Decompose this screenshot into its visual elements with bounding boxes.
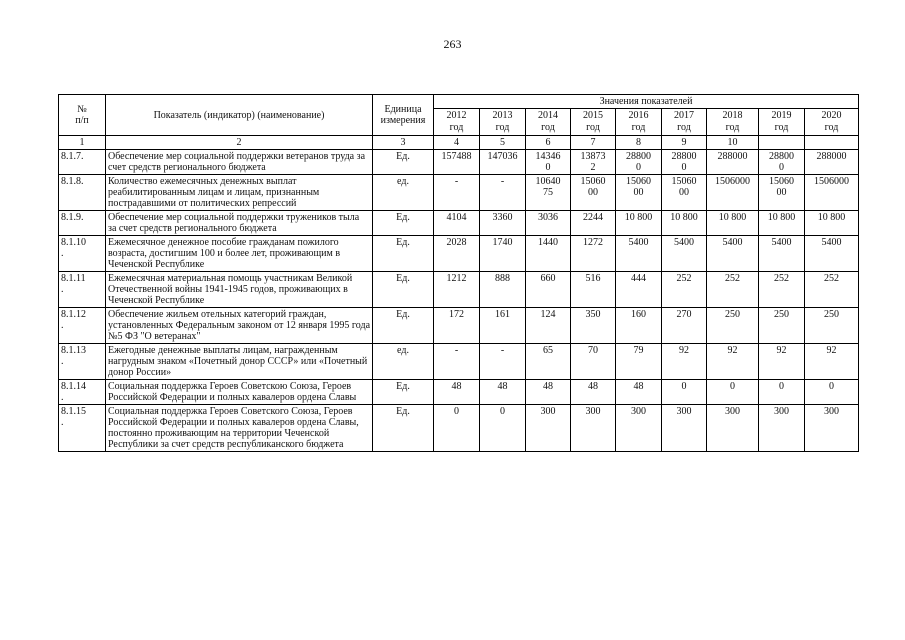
value-cell: 15060 00 (571, 175, 616, 211)
value-cell: 0 (434, 405, 480, 452)
value-cell: 0 (662, 380, 707, 405)
value-cell: 252 (707, 272, 759, 308)
value-cell: 15060 00 (759, 175, 805, 211)
value-cell: 250 (759, 308, 805, 344)
value-cell: 161 (480, 308, 526, 344)
table-row (59, 308, 859, 344)
value-cell: 10640 75 (526, 175, 571, 211)
value-cell: 288000 (707, 150, 759, 175)
value-cell: 1740 (480, 236, 526, 272)
indicator-name: Обеспечение мер социальной поддержки тружеников тыла за счет средств регионального бюджета (106, 211, 373, 236)
value-cell: 0 (805, 380, 859, 405)
page-number: 263 (443, 37, 462, 51)
value-cell: 92 (662, 344, 707, 380)
value-cell: 300 (707, 405, 759, 452)
value-cell: 5400 (759, 236, 805, 272)
value-cell: 79 (616, 344, 662, 380)
value-cell: 270 (662, 308, 707, 344)
unit-cell: Ед. (373, 272, 434, 308)
value-cell: 3360 (480, 211, 526, 236)
header-indicator: Показатель (индикатор) (наименование) (106, 95, 373, 136)
value-cell: 15060 00 (616, 175, 662, 211)
header-year: 2019 год (759, 109, 805, 136)
value-cell: 5400 (805, 236, 859, 272)
column-number-row (59, 136, 859, 150)
column-number: 6 (526, 136, 571, 150)
value-cell: - (434, 344, 480, 380)
column-number: 9 (662, 136, 707, 150)
row-number: 8.1.7. (59, 150, 106, 175)
value-cell: 250 (707, 308, 759, 344)
value-cell: 28800 0 (662, 150, 707, 175)
value-cell: 250 (805, 308, 859, 344)
header-year: 2012 год (434, 109, 480, 136)
value-cell: 10 800 (662, 211, 707, 236)
header-year: 2018 год (707, 109, 759, 136)
value-cell: 2028 (434, 236, 480, 272)
unit-cell: Ед. (373, 308, 434, 344)
value-cell: 1506000 (707, 175, 759, 211)
value-cell: 300 (662, 405, 707, 452)
unit-cell: Ед. (373, 236, 434, 272)
value-cell: 147036 (480, 150, 526, 175)
column-number: 3 (373, 136, 434, 150)
unit-cell: ед. (373, 344, 434, 380)
value-cell: 300 (616, 405, 662, 452)
value-cell: 350 (571, 308, 616, 344)
indicator-name: Социальная поддержка Героев Советского Союза, Героев Российской Федерации и полных кавалеров ордена Славы, постоянно проживающим на территории Чеченской Республики за счет средств республиканского бюджета (106, 405, 373, 452)
table-header (59, 95, 859, 136)
value-cell: 252 (759, 272, 805, 308)
table-row (59, 272, 859, 308)
value-cell: 70 (571, 344, 616, 380)
value-cell: 65 (526, 344, 571, 380)
table-row (59, 344, 859, 380)
column-number (805, 136, 859, 150)
table-row (59, 380, 859, 405)
value-cell: 288000 (805, 150, 859, 175)
header-year: 2020 год (805, 109, 859, 136)
column-number: 10 (707, 136, 759, 150)
value-cell: 14346 0 (526, 150, 571, 175)
indicators-table (58, 94, 859, 452)
table-row (59, 150, 859, 175)
value-cell: 444 (616, 272, 662, 308)
header-year: 2014 год (526, 109, 571, 136)
row-number: 8.1.11 . (59, 272, 106, 308)
value-cell: 888 (480, 272, 526, 308)
value-cell: 10 800 (616, 211, 662, 236)
unit-cell: Ед. (373, 211, 434, 236)
column-number: 8 (616, 136, 662, 150)
value-cell: 5400 (662, 236, 707, 272)
column-number: 7 (571, 136, 616, 150)
value-cell: 10 800 (707, 211, 759, 236)
value-cell: 0 (480, 405, 526, 452)
unit-cell: Ед. (373, 405, 434, 452)
value-cell: 92 (805, 344, 859, 380)
value-cell: 300 (526, 405, 571, 452)
row-number: 8.1.12 . (59, 308, 106, 344)
column-number (759, 136, 805, 150)
value-cell: 48 (571, 380, 616, 405)
value-cell: 124 (526, 308, 571, 344)
value-cell: 516 (571, 272, 616, 308)
value-cell: 300 (805, 405, 859, 452)
value-cell: 92 (707, 344, 759, 380)
value-cell: 172 (434, 308, 480, 344)
value-cell: 3036 (526, 211, 571, 236)
header-year: 2013 год (480, 109, 526, 136)
table-body (59, 136, 859, 452)
table-row (59, 405, 859, 452)
value-cell: 28800 0 (759, 150, 805, 175)
header-num: № п/п (59, 95, 106, 136)
value-cell: 48 (480, 380, 526, 405)
column-number: 4 (434, 136, 480, 150)
value-cell: 660 (526, 272, 571, 308)
column-number: 5 (480, 136, 526, 150)
value-cell: 10 800 (759, 211, 805, 236)
indicator-name: Количество ежемесячных денежных выплат реабилитированным лицам и лицам, признанным пострадавшими от политических репрессий (106, 175, 373, 211)
indicator-name: Ежемесячная материальная помощь участникам Великой Отечественной войны 1941-1945 годов, проживающих в Чеченской Республике (106, 272, 373, 308)
value-cell: 13873 2 (571, 150, 616, 175)
value-cell: 48 (526, 380, 571, 405)
value-cell: 4104 (434, 211, 480, 236)
row-number: 8.1.9. (59, 211, 106, 236)
value-cell: 252 (662, 272, 707, 308)
column-number: 1 (59, 136, 106, 150)
column-number: 2 (106, 136, 373, 150)
value-cell: 157488 (434, 150, 480, 175)
table-row (59, 236, 859, 272)
value-cell: 0 (707, 380, 759, 405)
value-cell: 5400 (707, 236, 759, 272)
value-cell: 92 (759, 344, 805, 380)
value-cell: - (480, 344, 526, 380)
indicator-name: Социальная поддержка Героев Советскою Союза, Героев Российской Федерации и полных кавалеров ордена Славы (106, 380, 373, 405)
header-unit: Единица измерения (373, 95, 434, 136)
value-cell: 10 800 (805, 211, 859, 236)
value-cell: 1212 (434, 272, 480, 308)
row-number: 8.1.15 . (59, 405, 106, 452)
row-number: 8.1.14 . (59, 380, 106, 405)
header-year: 2016 год (616, 109, 662, 136)
value-cell: 1506000 (805, 175, 859, 211)
header-values-group: Значения показателей (434, 95, 859, 109)
value-cell: 300 (759, 405, 805, 452)
header-year: 2015 год (571, 109, 616, 136)
value-cell: 48 (616, 380, 662, 405)
table-row (59, 211, 859, 236)
unit-cell: Ед. (373, 150, 434, 175)
value-cell: 15060 00 (662, 175, 707, 211)
value-cell: 300 (571, 405, 616, 452)
indicator-name: Обеспечение жильем отельных категорий граждан, установленных Федеральным законом от 12 января 1995 года №5 ФЗ "О ветеранах" (106, 308, 373, 344)
value-cell: 160 (616, 308, 662, 344)
row-number: 8.1.10 . (59, 236, 106, 272)
value-cell: 5400 (616, 236, 662, 272)
unit-cell: ед. (373, 175, 434, 211)
value-cell: 2244 (571, 211, 616, 236)
unit-cell: Ед. (373, 380, 434, 405)
value-cell: - (434, 175, 480, 211)
value-cell: 1272 (571, 236, 616, 272)
header-year: 2017 год (662, 109, 707, 136)
value-cell: 48 (434, 380, 480, 405)
value-cell: 28800 0 (616, 150, 662, 175)
row-number: 8.1.8. (59, 175, 106, 211)
value-cell: 0 (759, 380, 805, 405)
indicator-name: Ежегодные денежные выплаты лицам, награжденным нагрудным знаком «Почетный донор СССР» или «Почетный донор России» (106, 344, 373, 380)
value-cell: 252 (805, 272, 859, 308)
row-number: 8.1.13 . (59, 344, 106, 380)
value-cell: - (480, 175, 526, 211)
indicator-name: Ежемесячное денежное пособие гражданам пожилого возраста, достигшим 100 и более лет, проживающим в Чеченской Республике (106, 236, 373, 272)
table-row (59, 175, 859, 211)
value-cell: 1440 (526, 236, 571, 272)
indicator-name: Обеспечение мер социальной поддержки ветеранов труда за счет средств регионального бюджета (106, 150, 373, 175)
